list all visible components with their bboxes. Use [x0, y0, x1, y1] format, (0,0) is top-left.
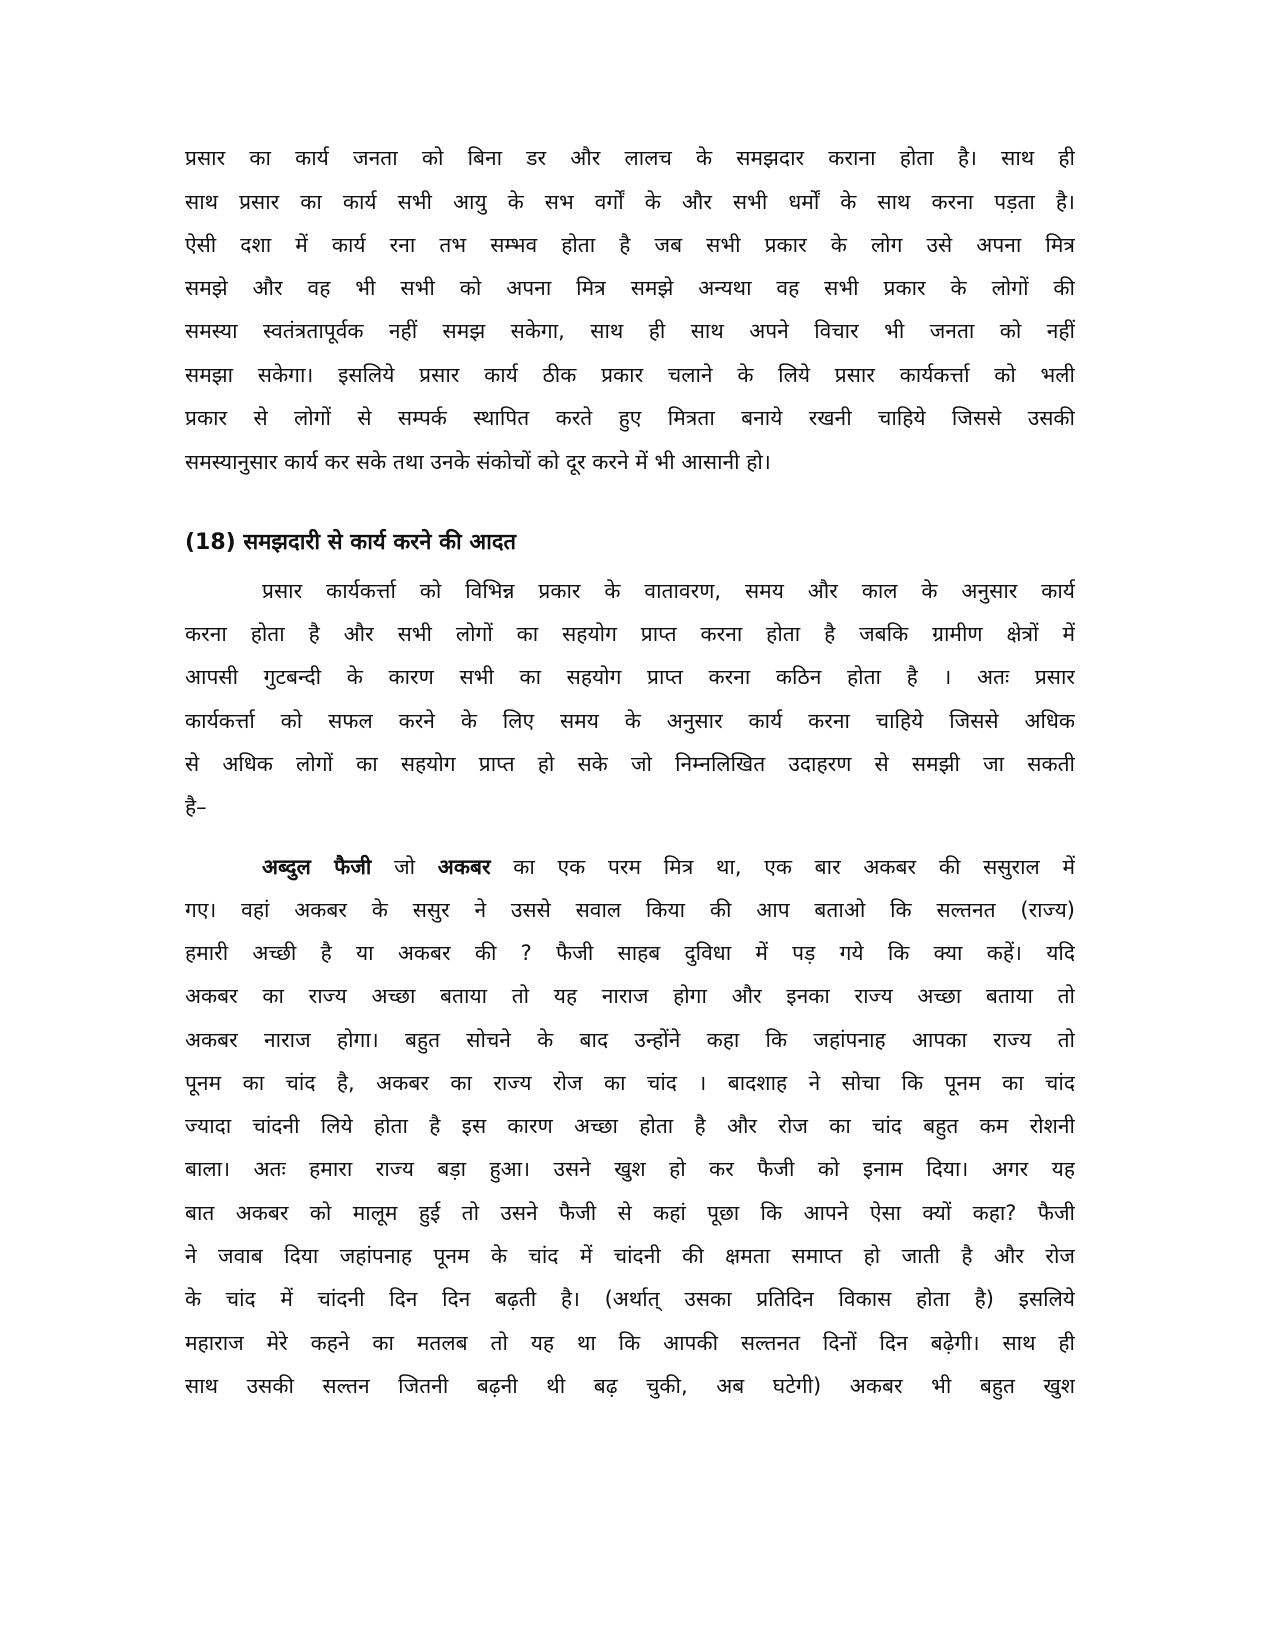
paragraph-line: ऐसी दशा में कार्य रना तभ सम्भव होता है जब सभी प्रकार के लोग उसे अपना मित्र: [185, 233, 1075, 257]
paragraph-line: आपसी गुटबन्दी के कारण सभी का सहयोग प्राप्त करना कठिन होता है । अतः प्रसार: [185, 665, 1075, 689]
paragraph-line: बात अकबर को मालूम हुई तो उसने फैजी से कहां पूछा कि आपने ऐसा क्यों कहा? फैजी: [185, 1201, 1075, 1225]
paragraph-line: हमारी अच्छी है या अकबर की ? फैजी साहब दुविधा में पड़ गये कि क्या कहें। यदि: [185, 941, 1075, 965]
text-fragment: का एक परम मित्र था, एक बार अकबर की ससुराल में: [490, 855, 1075, 879]
paragraph-line-first: [262, 852, 1075, 882]
paragraph-line: समझे और वह भी सभी को अपना मित्र समझे अन्यथा वह सभी प्रकार के लोगों की: [185, 276, 1075, 300]
paragraph-line: प्रसार का कार्य जनता को बिना डर और लालच के समझदार कराना होता है। साथ ही: [185, 146, 1075, 170]
paragraph-line: प्रकार से लोगों से सम्पर्क स्थापित करते हुए मित्रता बनाये रखनी चाहिये जिससे उसकी: [185, 406, 1075, 430]
name-akbar: अकबर: [437, 855, 491, 879]
paragraph-line: साथ प्रसार का कार्य सभी आयु के सभ वर्गों के और सभी धर्मों के साथ करना पड़ता है।: [185, 190, 1075, 214]
section-heading: (18) समझदारी से कार्य करने की आदत: [185, 530, 517, 555]
paragraph-line: के चांद में चांदनी दिन दिन बढ़ती है। (अर्थात् उसका प्रतिदिन विकास होता है) इसलिये: [185, 1287, 1075, 1311]
text-fragment: जो: [371, 855, 438, 879]
paragraph-line: गए। वहां अकबर के ससुर ने उससे सवाल किया की आप बताओ कि सल्तनत (राज्य): [185, 898, 1075, 922]
paragraph-line: से अधिक लोगों का सहयोग प्राप्त हो सके जो निम्नलिखित उदाहरण से समझी जा सकती: [185, 752, 1075, 776]
paragraph-line: बाला। अतः हमारा राज्य बड़ा हुआ। उसने खुश हो कर फैजी को इनाम दिया। अगर यह: [185, 1157, 1075, 1181]
paragraph-line: करना होता है और सभी लोगों का सहयोग प्राप्त करना होता है जबकि ग्रामीण क्षेत्रों में: [185, 622, 1075, 646]
paragraph-line: पूनम का चांद है, अकबर का राज्य रोज का चांद । बादशाह ने सोचा कि पूनम का चांद: [185, 1071, 1075, 1095]
paragraph-line: प्रसार कार्यकर्त्ता को विभिन्न प्रकार के वातावरण, समय और काल के अनुसार कार्य: [262, 579, 1075, 603]
paragraph-line: समस्यानुसार कार्य कर सके तथा उनके संकोचों को दूर करने में भी आसानी हो।: [185, 450, 771, 474]
paragraph-line: अकबर का राज्य अच्छा बताया तो यह नाराज होगा और इनका राज्य अच्छा बताया तो: [185, 984, 1075, 1008]
paragraph-line: महाराज मेरे कहने का मतलब तो यह था कि आपकी सल्तनत दिनों दिन बढ़ेगी। साथ ही: [185, 1331, 1075, 1355]
paragraph-line: ने जवाब दिया जहांपनाह पूनम के चांद में चांदनी की क्षमता समाप्त हो जाती है और रोज: [185, 1244, 1075, 1268]
paragraph-line: समस्या स्वतंत्रतापूर्वक नहीं समझ सकेगा, साथ ही साथ अपने विचार भी जनता को नहीं: [185, 319, 1075, 343]
paragraph-line: साथ उसकी सल्तन जितनी बढ़नी थी बढ़ चुकी, अब घटेगी) अकबर भी बहुत खुश: [185, 1374, 1075, 1398]
paragraph-line: कार्यकर्त्ता को सफल करने के लिए समय के अनुसार कार्य करना चाहिये जिससे अधिक: [185, 709, 1075, 733]
paragraph-line: है–: [185, 795, 207, 819]
name-abdul-faizi: अब्दुल फैजी: [262, 855, 372, 879]
paragraph-line: ज्यादा चांदनी लिये होता है इस कारण अच्छा होता है और रोज का चांद बहुत कम रोशनी: [185, 1114, 1075, 1138]
paragraph-line: अकबर नाराज होगा। बहुत सोचने के बाद उन्होंने कहा कि जहांपनाह आपका राज्य तो: [185, 1028, 1075, 1052]
paragraph-line: समझा सकेगा। इसलिये प्रसार कार्य ठीक प्रकार चलाने के लिये प्रसार कार्यकर्त्ता को भली: [185, 363, 1075, 387]
